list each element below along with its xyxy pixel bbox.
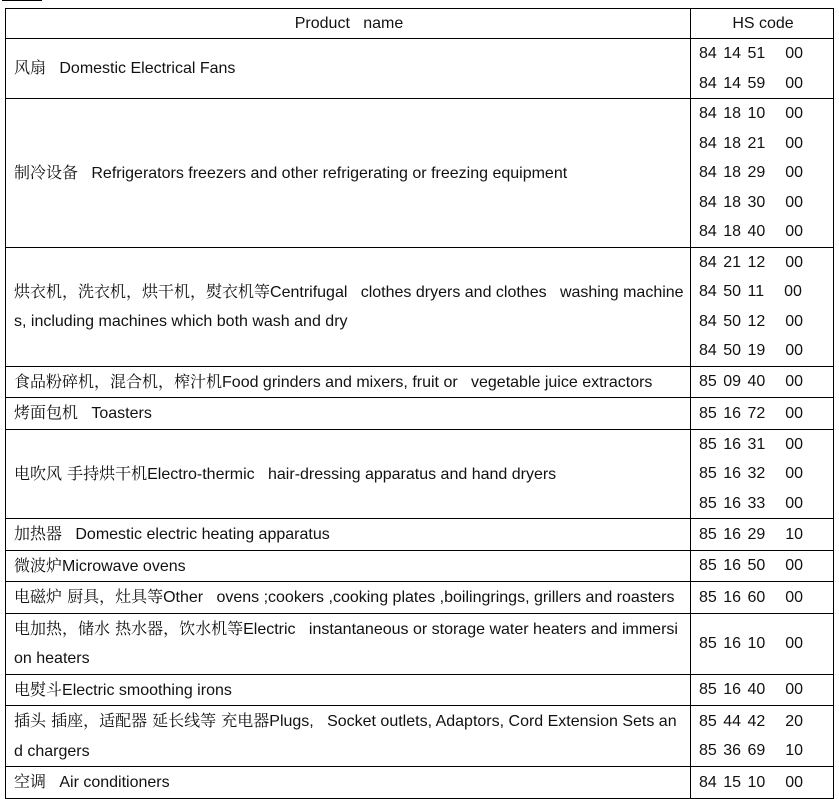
hs-code-cell [691,366,834,398]
product-name-zh: 烤面包机 [14,403,79,422]
product-name-en: Centrifugal clothes dryers and clothes washing machines, including machines which both wash and dry [14,283,684,330]
hs-code-suffix: 00 [785,312,804,330]
product-name-en: Microwave ovens [62,557,186,575]
hs-code [699,629,827,659]
product-name-en: Domestic electric heating apparatus [75,526,330,543]
hs-code-base: 85 16 72 [699,404,766,422]
hs-code [699,307,827,337]
hs-code [699,675,827,705]
product-name-zh: 微波炉 [14,555,63,575]
hs-code [699,248,827,278]
table-row [6,706,834,767]
hs-code-suffix: 00 [785,634,804,652]
product-name-cell [6,366,691,398]
table-row [6,613,834,674]
hs-code-base: 85 09 40 [699,373,766,390]
product-name-zh: 烘衣机，洗衣机，烘干机，熨衣机等 [14,281,271,301]
product-name-cell [6,613,691,674]
hs-code-suffix: 00 [785,404,804,422]
hs-code-suffix: 00 [785,681,804,698]
hs-code [699,69,827,99]
product-name-cell [6,398,691,430]
product-name-zh: 电熨斗 [14,679,63,699]
hs-code-base: 84 14 59 [699,74,766,92]
hs-code-base: 85 36 69 [699,742,766,759]
hs-code-cell [691,99,834,248]
product-name-cell [6,674,691,706]
table-header-row [6,9,834,39]
hs-code-suffix: 20 [785,712,804,730]
product-name-zh: 食品粉碎机，混合机，榨汁机 [14,371,223,391]
hs-code [699,707,827,737]
hs-code-base: 85 16 40 [699,681,766,698]
hs-code-cell [691,674,834,706]
hs-code-base: 85 16 31 [699,435,766,453]
hs-code-cell [691,429,834,519]
product-name-cell [6,767,691,799]
product-name-en: Electric instantaneous or storage water heaters and immersion heaters [14,620,678,667]
table-body [6,39,834,799]
hs-code-suffix: 10 [785,525,804,543]
hs-code-base: 84 50 19 [699,342,766,359]
hs-code [699,489,827,519]
hs-code-cell [691,613,834,674]
product-name-en: Toasters [91,405,152,422]
product-name-zh: 电磁炉 厨具，灶具等 [14,587,164,606]
product-name-en: Refrigerators freezers and other refrigerating or freezing equipment [91,164,568,182]
hs-code-base: 85 16 32 [699,465,766,482]
hs-code [699,217,827,247]
product-name-cell [6,519,691,551]
name-gap [78,165,91,182]
product-name-zh: 电加热，储水 热水器，饮水机等 [14,618,244,638]
product-name-cell [6,247,691,366]
header-hs-code: HS code [691,9,834,39]
hs-code [699,277,827,307]
hs-code-base: 84 18 21 [699,134,766,152]
product-name-cell [6,39,691,99]
product-name-cell [6,706,691,767]
hs-code-suffix: 00 [785,373,804,390]
hs-code-cell [691,550,834,582]
product-name-cell [6,550,691,582]
product-name-en: Domestic Electrical Fans [59,60,236,78]
table-row [6,767,834,799]
hs-code-base: 85 16 10 [699,634,766,652]
hs-code-cell [691,247,834,366]
product-name-cell [6,99,691,248]
table-row [6,550,834,582]
hs-code-suffix: 00 [785,45,804,62]
product-name-en: Other ovens ;cookers ,cooking plates ,boilingrings, grillers and roasters [163,589,675,606]
hs-code-suffix: 00 [785,105,804,122]
hs-code-base: 85 16 50 [699,557,766,574]
product-name-zh: 加热器 [14,524,63,543]
hs-code-suffix: 00 [785,223,804,240]
hs-code-base: 84 50 11 [699,283,765,300]
hs-code [699,430,827,460]
hs-code [699,158,827,188]
product-name-zh: 风扇 [14,58,47,78]
table-row [6,398,834,430]
hs-code-suffix: 00 [785,494,804,512]
hs-code-suffix: 00 [785,773,804,791]
table-row [6,519,834,551]
table-row [6,674,834,706]
name-gap [62,526,75,543]
hs-code-suffix: 00 [785,193,804,211]
hs-code-cell [691,398,834,430]
product-name-cell [6,429,691,519]
product-name-zh: 插头 插座，适配器 延长线等 充电器 [14,711,270,730]
hs-code-cell [691,519,834,551]
hs-code-base: 85 16 29 [699,525,766,543]
hs-code-suffix: 00 [785,557,804,574]
hs-code [699,768,827,798]
hs-code-suffix: 10 [785,742,804,759]
product-name-en: Air conditioners [59,774,170,791]
hs-code-base: 84 18 40 [699,223,766,240]
hs-code [699,736,827,766]
name-gap [46,774,59,791]
hs-code [699,520,827,550]
hs-code [699,459,827,489]
hs-code-base: 85 16 33 [699,494,766,512]
hs-code-base: 84 18 29 [699,164,766,181]
product-name-en: Electric smoothing irons [62,681,232,699]
hs-code-suffix: 00 [785,134,804,152]
hs-code [699,129,827,159]
hs-code [699,39,827,69]
hs-code-base: 84 50 12 [699,312,766,330]
table-row [6,366,834,398]
hs-code-suffix: 00 [785,342,804,359]
hs-code-suffix: 00 [785,164,804,181]
hs-code [699,583,827,613]
hs-code [699,99,827,129]
hs-code-base: 84 18 10 [699,105,766,122]
product-name-en: Food grinders and mixers, fruit or vegetable juice extractors [222,373,653,391]
hs-code [699,399,827,429]
product-name-zh: 空调 [14,772,47,791]
hs-code [699,367,827,397]
product-name-cell [6,582,691,614]
hs-code-base: 84 15 10 [699,773,766,791]
hs-code-base: 84 18 30 [699,193,766,211]
hs-code [699,551,827,581]
table-row [6,429,834,519]
hs-code-cell [691,706,834,767]
hs-code-suffix: 00 [785,465,804,482]
hs-code-suffix: 00 [785,74,804,92]
hs-code-suffix: 00 [785,435,804,453]
hs-code-suffix: 00 [784,283,802,300]
hs-code-suffix: 00 [785,253,804,271]
product-hs-table [5,8,834,799]
hs-code-base: 85 16 60 [699,588,766,606]
hs-code-suffix: 00 [785,588,804,606]
product-name-zh: 制冷设备 [14,162,79,182]
name-gap [46,60,59,77]
name-gap [78,405,91,422]
table-row [6,39,834,99]
hs-code-base: 85 44 42 [699,712,766,730]
hs-code-cell [691,582,834,614]
hs-code-base: 84 14 51 [699,45,766,62]
hs-code [699,188,827,218]
hs-code-base: 84 21 12 [699,253,766,271]
hs-code [699,336,827,366]
product-name-en: Plugs, Socket outlets, Adaptors, Cord Extension Sets and chargers [14,713,677,760]
header-product-name: Product name [6,9,691,39]
product-name-zh: 电吹风 手持烘干机 [14,463,148,483]
table-row [6,247,834,366]
product-name-en: Electro-thermic hair-dressing apparatus and hand dryers [147,465,557,483]
hs-code-cell [691,39,834,99]
table-row [6,99,834,248]
hs-code-cell [691,767,834,799]
page-edge-mark [2,0,42,5]
table-row [6,582,834,614]
